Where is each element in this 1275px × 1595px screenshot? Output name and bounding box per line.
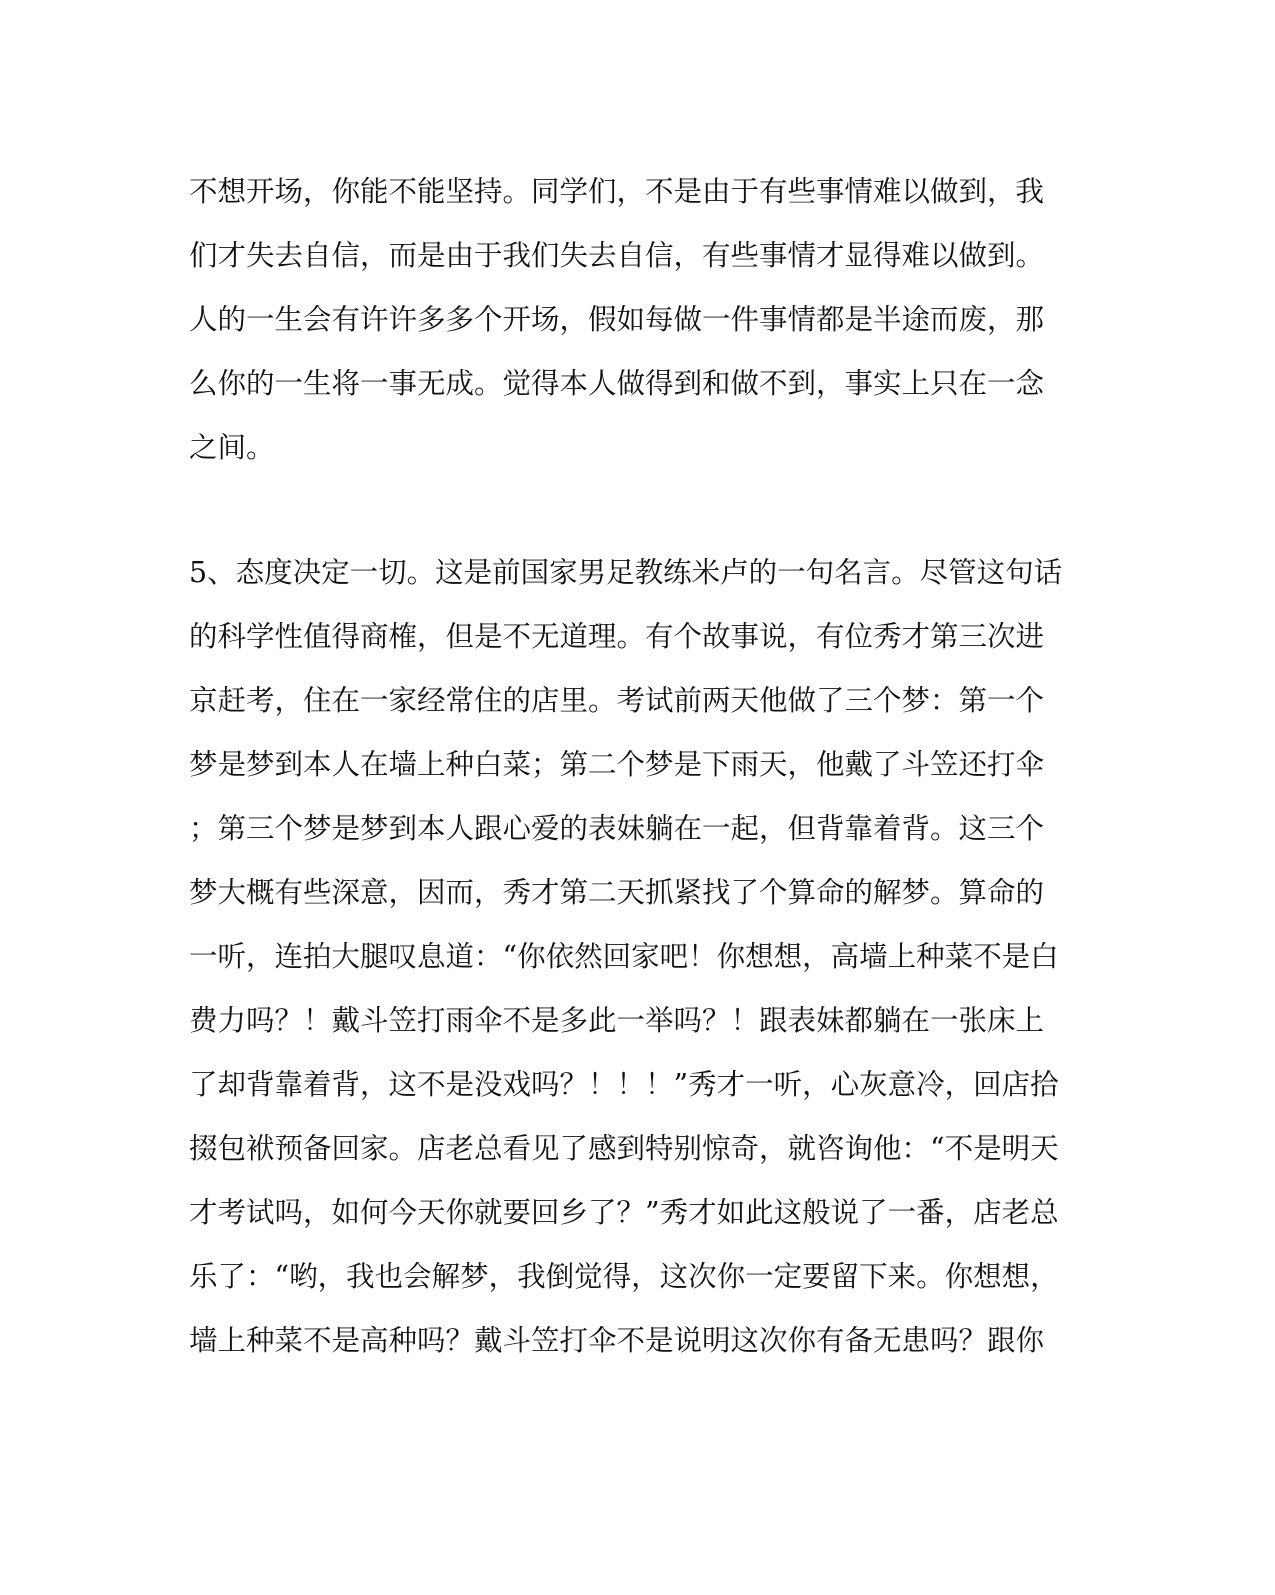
text-line: 梦大概有些深意，因而，秀才第二天抓紧找了个算命的解梦。算命的 bbox=[189, 876, 1045, 909]
text-line: 么你的一生将一事无成。觉得本人做得到和做不到，事实上只在一念 bbox=[189, 367, 1045, 400]
text-line: 的科学性值得商榷，但是不无道理。有个故事说，有位秀才第三次进 bbox=[189, 620, 1045, 653]
text-line: 一听，连拍大腿叹息道：“你依然回家吧！你想想，高墙上种菜不是白 bbox=[189, 940, 1059, 973]
text-line: 费力吗？！戴斗笠打雨伞不是多此一举吗？！跟表妹都躺在一张床上 bbox=[189, 1004, 1045, 1037]
text-line: 之间。 bbox=[189, 431, 275, 464]
paragraph-1 bbox=[189, 160, 1089, 480]
text-line: 们才失去自信，而是由于我们失去自信，有些事情才显得难以做到。 bbox=[189, 239, 1045, 272]
text-line: ；第三个梦是梦到本人跟心爱的表妹躺在一起，但背靠着背。这三个 bbox=[189, 812, 1045, 845]
paragraph-2 bbox=[189, 541, 1089, 1373]
text-line: 梦是梦到本人在墙上种白菜；第二个梦是下雨天，他戴了斗笠还打伞 bbox=[189, 748, 1045, 781]
text-line: 墙上种菜不是高种吗？戴斗笠打伞不是说明这次你有备无患吗？跟你 bbox=[189, 1324, 1045, 1357]
text-line: 掇包袱预备回家。店老总看见了感到特别惊奇，就咨询他：“不是明天 bbox=[189, 1132, 1059, 1165]
text-line: 不想开场，你能不能坚持。同学们，不是由于有些事情难以做到，我 bbox=[189, 175, 1045, 208]
text-line: 人的一生会有许许多多个开场，假如每做一件事情都是半途而废，那 bbox=[189, 303, 1045, 336]
text-line: 了却背靠着背，这不是没戏吗？！！！”秀才一听，心灰意冷，回店拾 bbox=[189, 1068, 1059, 1101]
text-line: 京赶考，住在一家经常住的店里。考试前两天他做了三个梦：第一个 bbox=[189, 684, 1045, 717]
text-line: 才考试吗，如何今天你就要回乡了？”秀才如此这般说了一番，店老总 bbox=[189, 1196, 1059, 1229]
text-line: 5、态度决定一切。这是前国家男足教练米卢的一句名言。尽管这句话 bbox=[189, 556, 1063, 589]
text-line: 乐了：“哟，我也会解梦，我倒觉得，这次你一定要留下来。你想想， bbox=[189, 1260, 1059, 1293]
